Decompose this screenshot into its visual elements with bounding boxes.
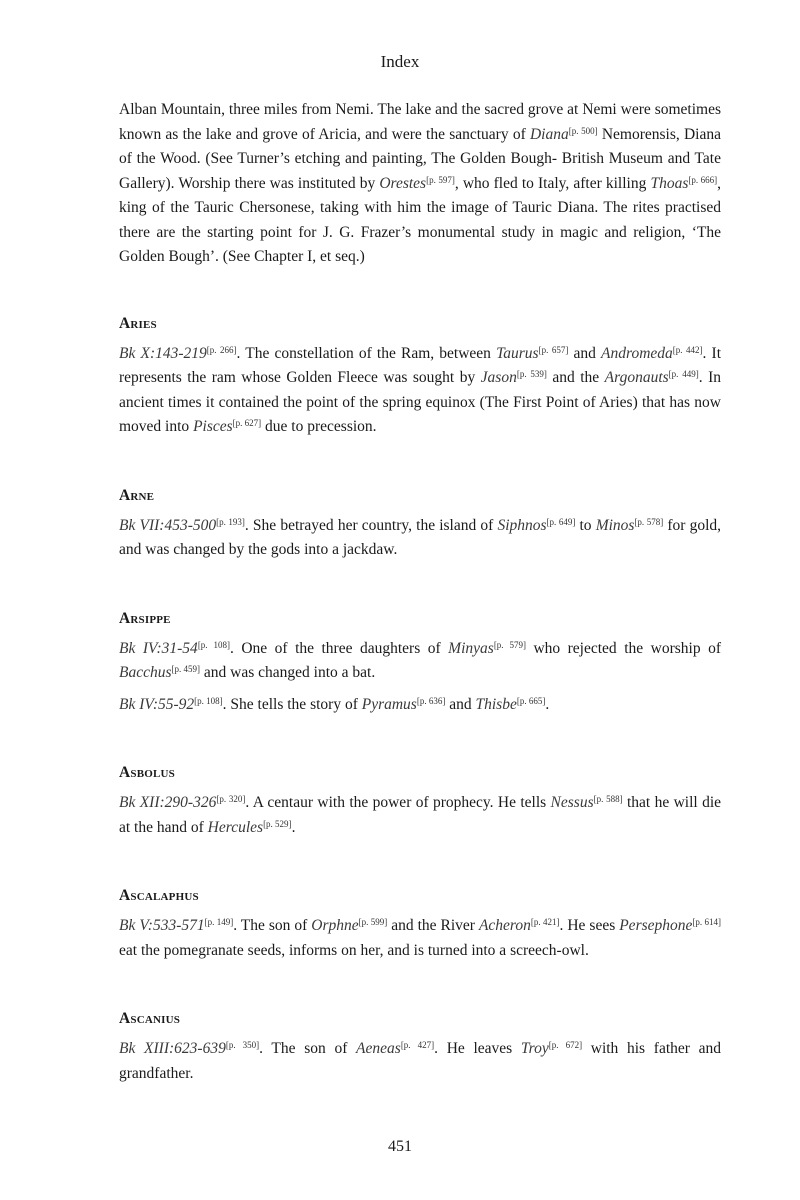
text-run: who rejected the worship of <box>525 639 721 657</box>
reference-link-pisces[interactable]: Pisces <box>193 418 233 435</box>
text-run: Nemorensis, Diana of the Wood. (See Turner’s etching and painting, The Golden Bough- British Museum and Tate Gallery). Worship there was instituted by <box>119 125 721 192</box>
reference-link-orphne[interactable]: Orphne <box>311 917 359 934</box>
text-run: , who fled to Italy, after killing <box>454 174 651 192</box>
text-run: . The son of <box>233 917 312 934</box>
text-run: . He leaves <box>434 1040 521 1057</box>
page-reference[interactable]: [p. 320] <box>216 794 246 804</box>
text-run: Alban Mountain, three miles from Nemi. The lake and the sacred grove at Nemi were sometimes known as the lake and grove of Aricia, and were the sanctuary of <box>119 101 721 143</box>
page-reference[interactable]: [p. 149] <box>204 917 234 927</box>
page-reference[interactable]: [p. 266] <box>206 344 237 355</box>
page-reference[interactable]: [p. 666] <box>688 174 718 185</box>
reference-link-bk-x-143-219[interactable]: Bk X:143-219 <box>119 344 207 362</box>
text-run: and the River <box>387 917 479 934</box>
entry-heading: Asbolus <box>119 764 176 781</box>
reference-link-aeneas[interactable]: Aeneas <box>356 1040 401 1057</box>
index-entry-ascalaphus <box>119 884 721 963</box>
text-run: and the <box>546 369 605 386</box>
text-run: eat the pomegranate seeds, informs on her, and is turned into a screech-owl. <box>119 941 589 959</box>
reference-link-diana[interactable]: Diana <box>529 125 569 143</box>
page-reference[interactable]: [p. 636] <box>416 695 446 706</box>
text-run: and <box>445 695 476 713</box>
reference-link-orestes[interactable]: Orestes <box>379 174 427 192</box>
page-reference[interactable]: [p. 427] <box>400 1040 435 1050</box>
page-reference[interactable]: [p. 108] <box>194 695 223 706</box>
reference-link-persephone[interactable]: Persephone <box>619 917 693 934</box>
page-reference[interactable]: [p. 672] <box>548 1040 583 1050</box>
entry-paragraph <box>119 914 721 963</box>
text-run: . <box>291 818 296 836</box>
page-reference[interactable]: [p. 108] <box>197 639 230 650</box>
index-entry-aries <box>119 312 721 440</box>
entry-paragraph <box>119 791 721 840</box>
page-reference[interactable]: [p. 627] <box>232 418 262 428</box>
text-run: . She tells the story of <box>222 695 362 713</box>
reference-link-acheron[interactable]: Acheron <box>478 917 531 934</box>
page-reference[interactable]: [p. 599] <box>358 917 388 927</box>
text-run: and was changed into a bat. <box>200 664 376 681</box>
text-run: . <box>545 695 550 713</box>
entry-paragraph <box>119 342 721 440</box>
page-reference[interactable]: [p. 350] <box>225 1040 260 1050</box>
index-content <box>119 98 721 1130</box>
text-run: due to precession. <box>261 418 377 435</box>
page-reference[interactable]: [p. 500] <box>568 125 598 136</box>
entry-list <box>119 312 721 1087</box>
entry-heading: Ascanius <box>119 1010 181 1027</box>
reference-link-thisbe[interactable]: Thisbe <box>475 695 517 713</box>
reference-link-minyas[interactable]: Minyas <box>448 639 494 657</box>
page-reference[interactable]: [p. 649] <box>546 516 576 527</box>
text-run: with his father and grandfather. <box>119 1040 721 1082</box>
reference-link-troy[interactable]: Troy <box>520 1040 549 1057</box>
reference-link-bacchus[interactable]: Bacchus <box>119 664 172 681</box>
reference-link-bk-xii-290-326[interactable]: Bk XII:290-326 <box>119 794 217 811</box>
reference-link-bk-v-533-571[interactable]: Bk V:533-571 <box>119 917 205 934</box>
text-run: for gold, and was changed by the gods into a jackdaw. <box>119 516 722 558</box>
reference-link-hercules[interactable]: Hercules <box>207 818 264 836</box>
entry-heading: Arsippe <box>119 609 171 627</box>
page-reference[interactable]: [p. 665] <box>516 695 546 706</box>
index-entry-arne <box>119 484 721 563</box>
page-reference[interactable]: [p. 579] <box>493 639 526 650</box>
reference-link-jason[interactable]: Jason <box>480 369 517 386</box>
text-run: . The constellation of the Ram, between <box>236 344 497 362</box>
reference-link-taurus[interactable]: Taurus <box>496 344 539 362</box>
index-entry-arsippe <box>119 607 721 718</box>
text-run: that he will die at the hand of <box>119 794 722 836</box>
entry-paragraph <box>119 514 721 563</box>
reference-link-bk-iv-31-54[interactable]: Bk IV:31-54 <box>119 639 198 657</box>
reference-link-siphnos[interactable]: Siphnos <box>497 516 547 534</box>
page-reference[interactable]: [p. 597] <box>426 174 455 185</box>
text-run: . He sees <box>559 917 620 934</box>
text-run: , king of the Tauric Chersonese, taking with him the image of Tauric Diana. The rites practised there are the starting point for J. G. Frazer’s monumental study in magic and religion, ‘The Golden Bough’. (See Chapter I, et seq.) <box>119 174 721 265</box>
text-run: . A centaur with the power of prophecy. He tells <box>245 794 551 811</box>
page-number: 451 <box>388 1138 412 1155</box>
page-reference[interactable]: [p. 421] <box>530 917 560 927</box>
reference-link-bk-vii-453-500[interactable]: Bk VII:453-500 <box>119 516 217 534</box>
page-reference[interactable]: [p. 588] <box>593 794 623 804</box>
page-reference[interactable]: [p. 539] <box>516 369 547 379</box>
page-reference[interactable]: [p. 449] <box>668 369 699 379</box>
index-entry-asbolus <box>119 761 721 840</box>
text-run: . The son of <box>259 1040 357 1057</box>
text-run: . She betrayed her country, the island of <box>244 516 498 534</box>
reference-link-argonauts[interactable]: Argonauts <box>604 369 669 386</box>
index-entry-ascanius <box>119 1007 721 1086</box>
reference-link-bk-iv-55-92[interactable]: Bk IV:55-92 <box>119 695 195 713</box>
reference-link-pyramus[interactable]: Pyramus <box>361 695 417 713</box>
entry-heading: Ascalaphus <box>119 887 199 904</box>
reference-link-thoas[interactable]: Thoas <box>650 174 689 192</box>
reference-link-bk-xiii-623-639[interactable]: Bk XIII:623-639 <box>119 1040 226 1057</box>
page-reference[interactable]: [p. 193] <box>216 516 245 527</box>
page-reference[interactable]: [p. 529] <box>263 818 292 829</box>
page-reference[interactable]: [p. 459] <box>171 664 201 674</box>
reference-link-minos[interactable]: Minos <box>595 516 635 534</box>
text-run: . In ancient times it contained the point of the spring equinox (The First Point of Aries) that has now moved into <box>119 369 721 435</box>
entry-heading: Aries <box>119 314 157 332</box>
entry-paragraph <box>119 1037 721 1086</box>
page-header: Index <box>380 52 420 71</box>
entry-paragraph <box>119 637 721 686</box>
entry-heading: Arne <box>119 486 155 504</box>
reference-link-andromeda[interactable]: Andromeda <box>601 344 673 362</box>
reference-link-nessus[interactable]: Nessus <box>550 794 594 811</box>
text-run: to <box>575 516 596 534</box>
page-reference[interactable]: [p. 442] <box>672 344 703 355</box>
text-run: . It represents the ram whose Golden Fleece was sought by <box>119 344 722 386</box>
page-reference[interactable]: [p. 614] <box>692 917 721 927</box>
text-run: . One of the three daughters of <box>229 639 449 657</box>
entry-paragraph <box>119 693 721 718</box>
text-run: and <box>568 344 602 362</box>
intro-paragraph <box>119 98 721 270</box>
page-reference[interactable]: [p. 578] <box>634 516 664 527</box>
page-reference[interactable]: [p. 657] <box>538 344 569 355</box>
